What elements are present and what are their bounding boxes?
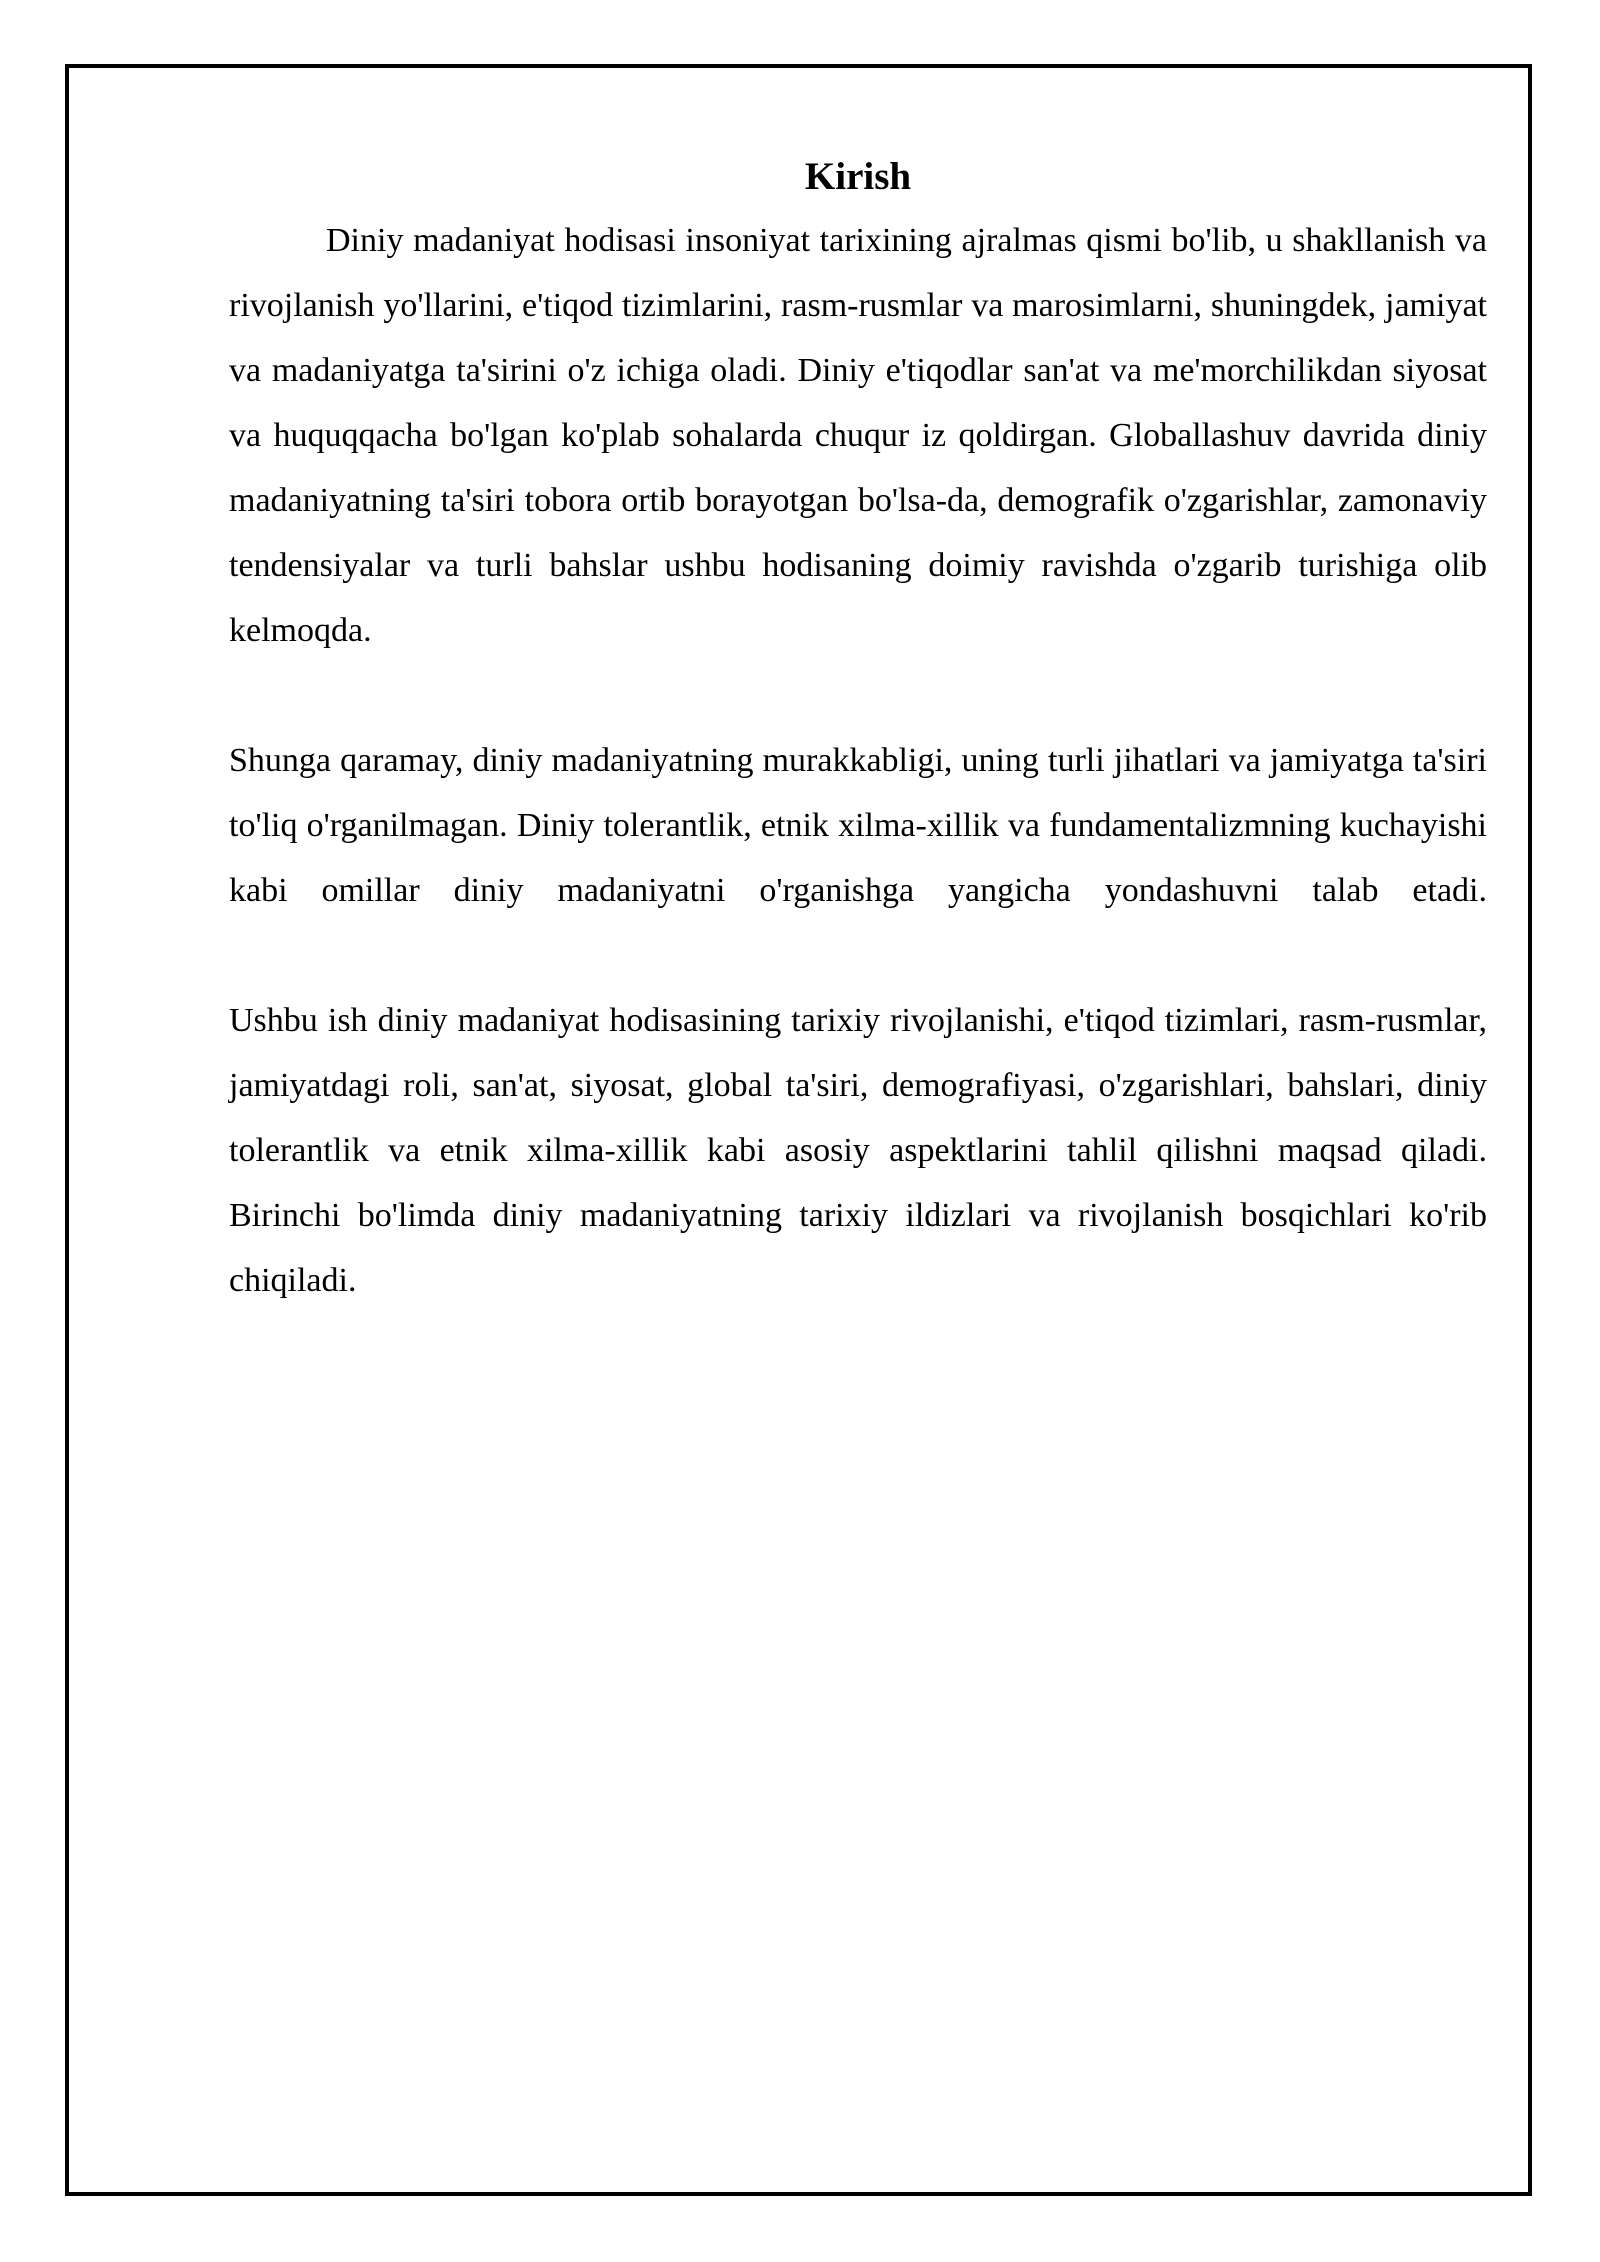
paragraph-2: Shunga qaramay, diniy madaniyatning murakkabligi, uning turli jihatlari va jamiyatga ta'siri to'liq o'rganilmagan. Diniy tolerantlik, etnik xilma-xillik va fundamentalizmning kuchayishi kabi omillar diniy madaniyatni o'rganishga yangicha yondashuvni talab etadi.	[229, 742, 1487, 909]
document-title: Kirish	[804, 155, 912, 198]
document-body	[229, 146, 1487, 1313]
paragraph-3: Ushbu ish diniy madaniyat hodisasining tarixiy rivojlanishi, e'tiqod tizimlari, rasm-rusmlar, jamiyatdagi roli, san'at, siyosat, global ta'siri, demografiyasi, o'zgarishlari, bahslari, diniy tolerantlik va etnik xilma-xillik kabi asosiy aspektlarini tahlil qilishni maqsad qiladi. Birinchi bo'limda diniy madaniyatning tarixiy ildizlari va rivojlanish bosqichlari ko'rib chiqiladi.	[229, 1002, 1487, 1299]
paragraph-spacer	[229, 663, 1487, 728]
paragraph-1: Diniy madaniyat hodisasi insoniyat tarixining ajralmas qismi bo'lib, u shakllanish va rivojlanish yo'llarini, e'tiqod tizimlarini, rasm-rusmlar va marosimlarni, shuningdek, jamiyat va madaniyatga ta'sirini o'z ichiga oladi. Diniy e'tiqodlar san'at va me'morchilikdan siyosat va huquqqacha bo'lgan ko'plab sohalarda chuqur iz qoldirgan. Globallashuv davrida diniy madaniyatning ta'siri tobora ortib borayotgan bo'lsa-da, demografik o'zgarishlar, zamonaviy tendensiyalar va turli bahslar ushbu hodisaning doimiy ravishda o'zgarib turishiga olib kelmoqda.	[229, 222, 1487, 649]
paragraph-spacer	[229, 923, 1487, 988]
